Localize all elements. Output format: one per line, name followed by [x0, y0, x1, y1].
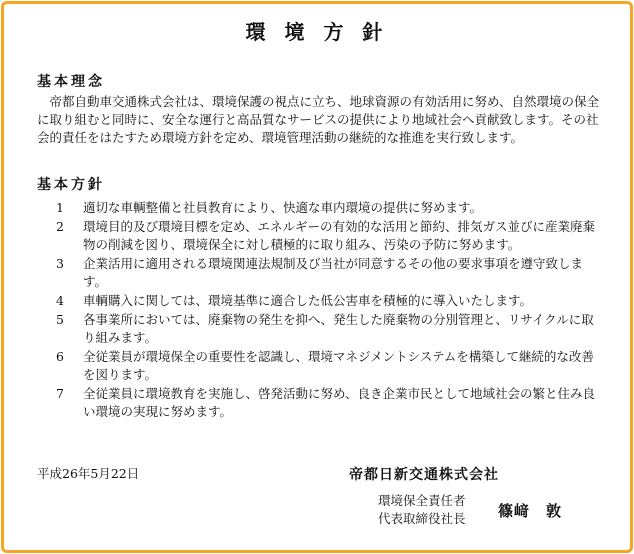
policy-item: [37, 218, 603, 254]
company-name: 帝都日新交通株式会社: [349, 467, 499, 483]
policy-item: [37, 199, 603, 217]
policy-item: [37, 311, 603, 347]
policy-item-text: 企業活用に適用される環境関連法規制及び当社が同意するその他の要求事項を遵守致します。: [83, 256, 584, 289]
issue-date: 平成26年5月22日: [37, 466, 140, 481]
philosophy-heading: 基本理念: [37, 74, 105, 90]
document-frame: [1, 1, 633, 553]
policy-item: [37, 255, 603, 291]
policy-item-number: 1: [56, 200, 64, 215]
policy-heading: 基本方針: [37, 177, 105, 193]
signatory-name: 篠﨑 敦: [498, 502, 563, 520]
policy-item-number: 2: [56, 219, 64, 234]
policy-item-text: 全従業員が環境保全の重要性を認識し、環境マネジメントシステムを構築して継続的な改善を図ります。: [83, 349, 594, 382]
signatory-role-president: 代表取締役社長: [378, 511, 466, 526]
policy-item-number: 6: [56, 349, 64, 364]
policy-item-number: 4: [56, 293, 64, 308]
policy-item-number: 5: [56, 312, 64, 327]
policy-item-text: 環境目的及び環境目標を定め、エネルギーの有効的な活用と節約、排気ガス並びに産業廃棄物の削減を図り、環境保全に対し積極的に取り組み、汚染の予防に努めます。: [83, 219, 596, 252]
signatory-role-environment: 環境保全責任者: [378, 493, 466, 508]
signatory-roles: [378, 492, 466, 528]
policy-item-text: 各事業所においては、廃棄物の発生を抑へ、発生した廃棄物の分別管理と、リサイクルに取り組みます。: [83, 312, 594, 345]
policy-item: [37, 385, 603, 421]
policy-item: [37, 348, 603, 384]
philosophy-text: 帝都自動車交通株式会社は、環境保護の視点に立ち、地球資源の有効活用に努め、自然環境の保全に取り組むと同時に、安全な運行と高品質なサービスの提供により地域社会へ貢献致します。その社会的責任をはたすため環境方針を定め、環境管理活動の継続的な推進を実行致します。: [37, 94, 600, 145]
policy-item-text: 適切な車輌整備と社員教育により、快適な車内環境の提供に努めます。: [83, 200, 483, 215]
policy-item-number: 7: [56, 386, 64, 401]
policy-list: [37, 199, 603, 422]
policy-item-text: 車輌購入に関しては、環境基準に適合した低公害車を積極的に導入いたします。: [83, 293, 533, 308]
document-title: 環 境 方 針: [245, 20, 389, 44]
policy-item-text: 全従業員に環境教育を実施し、啓発活動に努め、良き企業市民として地域社会の繁と住み良い環境の実現に努めます。: [83, 386, 596, 419]
policy-item-number: 3: [56, 256, 64, 271]
policy-item: [37, 292, 603, 310]
